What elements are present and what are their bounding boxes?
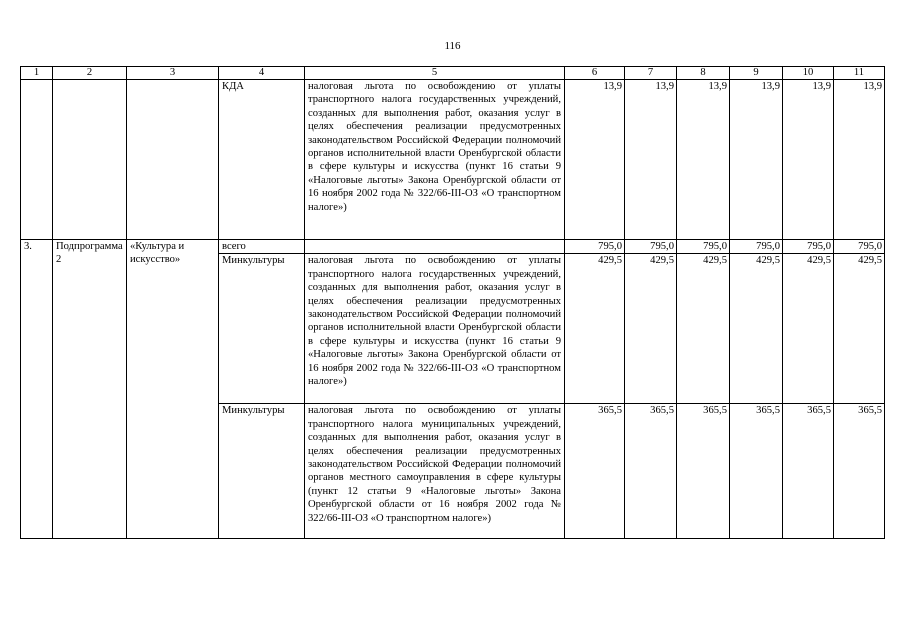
value-cell: 365,5 — [677, 404, 730, 539]
value-cell: 13,9 — [677, 80, 730, 240]
value-cell: 795,0 — [565, 240, 625, 254]
program-name-cell: «Культура и искусство» — [127, 240, 219, 539]
budget-table — [20, 66, 885, 539]
value-cell: 13,9 — [834, 80, 885, 240]
value-cell: 365,5 — [730, 404, 783, 539]
value-cell: 429,5 — [783, 254, 834, 404]
header-cell: 8 — [677, 67, 730, 80]
value-cell: 795,0 — [730, 240, 783, 254]
program-cell: Подпрограмма 2 — [53, 240, 127, 539]
value-cell: 365,5 — [783, 404, 834, 539]
value-cell: 365,5 — [565, 404, 625, 539]
value-cell: 795,0 — [625, 240, 677, 254]
value-cell: 13,9 — [565, 80, 625, 240]
header-cell: 10 — [783, 67, 834, 80]
table-row — [21, 80, 885, 240]
executor-cell: всего — [219, 240, 305, 254]
value-cell: 429,5 — [677, 254, 730, 404]
program-cell — [53, 80, 127, 240]
value-cell: 795,0 — [834, 240, 885, 254]
table-row — [21, 240, 885, 254]
value-cell: 13,9 — [783, 80, 834, 240]
header-cell: 5 — [305, 67, 565, 80]
column-number-row — [21, 67, 885, 80]
row-number-cell: 3. — [21, 240, 53, 539]
value-cell: 795,0 — [783, 240, 834, 254]
header-cell: 4 — [219, 67, 305, 80]
page-number: 116 — [444, 40, 461, 52]
value-cell: 429,5 — [730, 254, 783, 404]
header-cell: 9 — [730, 67, 783, 80]
value-cell: 13,9 — [730, 80, 783, 240]
header-cell: 6 — [565, 67, 625, 80]
description-cell: налоговая льгота по освобождению от уплаты транспортного налога муниципальных учреждений, созданных для выполнения работ, оказания услуг в целях обеспечения реализации предусмотренных законодательством Российской Федерации полномочий органов местного самоуправления в сфере культуры (пункт 12 статьи 9 «Налоговые льготы» Закона Оренбургской области от 16 ноября 2002 года № 322/66-III-ОЗ «О транспортном налоге») — [305, 404, 565, 539]
value-cell: 13,9 — [625, 80, 677, 240]
executor-cell: Минкультуры — [219, 404, 305, 539]
header-cell: 11 — [834, 67, 885, 80]
row-number-cell — [21, 80, 53, 240]
description-cell: налоговая льгота по освобождению от уплаты транспортного налога государственных учреждений, созданных для выполнения работ, оказания услуг в целях обеспечения реализации предусмотренных законодательством Российской Федерации полномочий органов исполнительной власти Оренбургской области в сфере культуры и искусства (пункт 16 статьи 9 «Налоговые льготы» Закона Оренбургской области от 16 ноября 2002 года № 322/66-III-ОЗ «О транспортном налоге») — [305, 80, 565, 240]
header-cell: 7 — [625, 67, 677, 80]
description-cell: налоговая льгота по освобождению от уплаты транспортного налога государственных учреждений, созданных для выполнения работ, оказания услуг в целях обеспечения реализации предусмотренных законодательством Российской Федерации полномочий органов исполнительной власти Оренбургской области в сфере культуры и искусства (пункт 16 статьи 9 «Налоговые льготы» Закона Оренбургской области от 16 ноября 2002 года № 322/66-III-ОЗ «О транспортном налоге») — [305, 254, 565, 404]
program-name-cell — [127, 80, 219, 240]
value-cell: 429,5 — [565, 254, 625, 404]
value-cell: 365,5 — [834, 404, 885, 539]
executor-cell: Минкультуры — [219, 254, 305, 404]
header-cell: 2 — [53, 67, 127, 80]
header-cell: 1 — [21, 67, 53, 80]
value-cell: 795,0 — [677, 240, 730, 254]
value-cell: 429,5 — [834, 254, 885, 404]
value-cell: 429,5 — [625, 254, 677, 404]
header-cell: 3 — [127, 67, 219, 80]
executor-cell: КДА — [219, 80, 305, 240]
description-cell — [305, 240, 565, 254]
value-cell: 365,5 — [625, 404, 677, 539]
